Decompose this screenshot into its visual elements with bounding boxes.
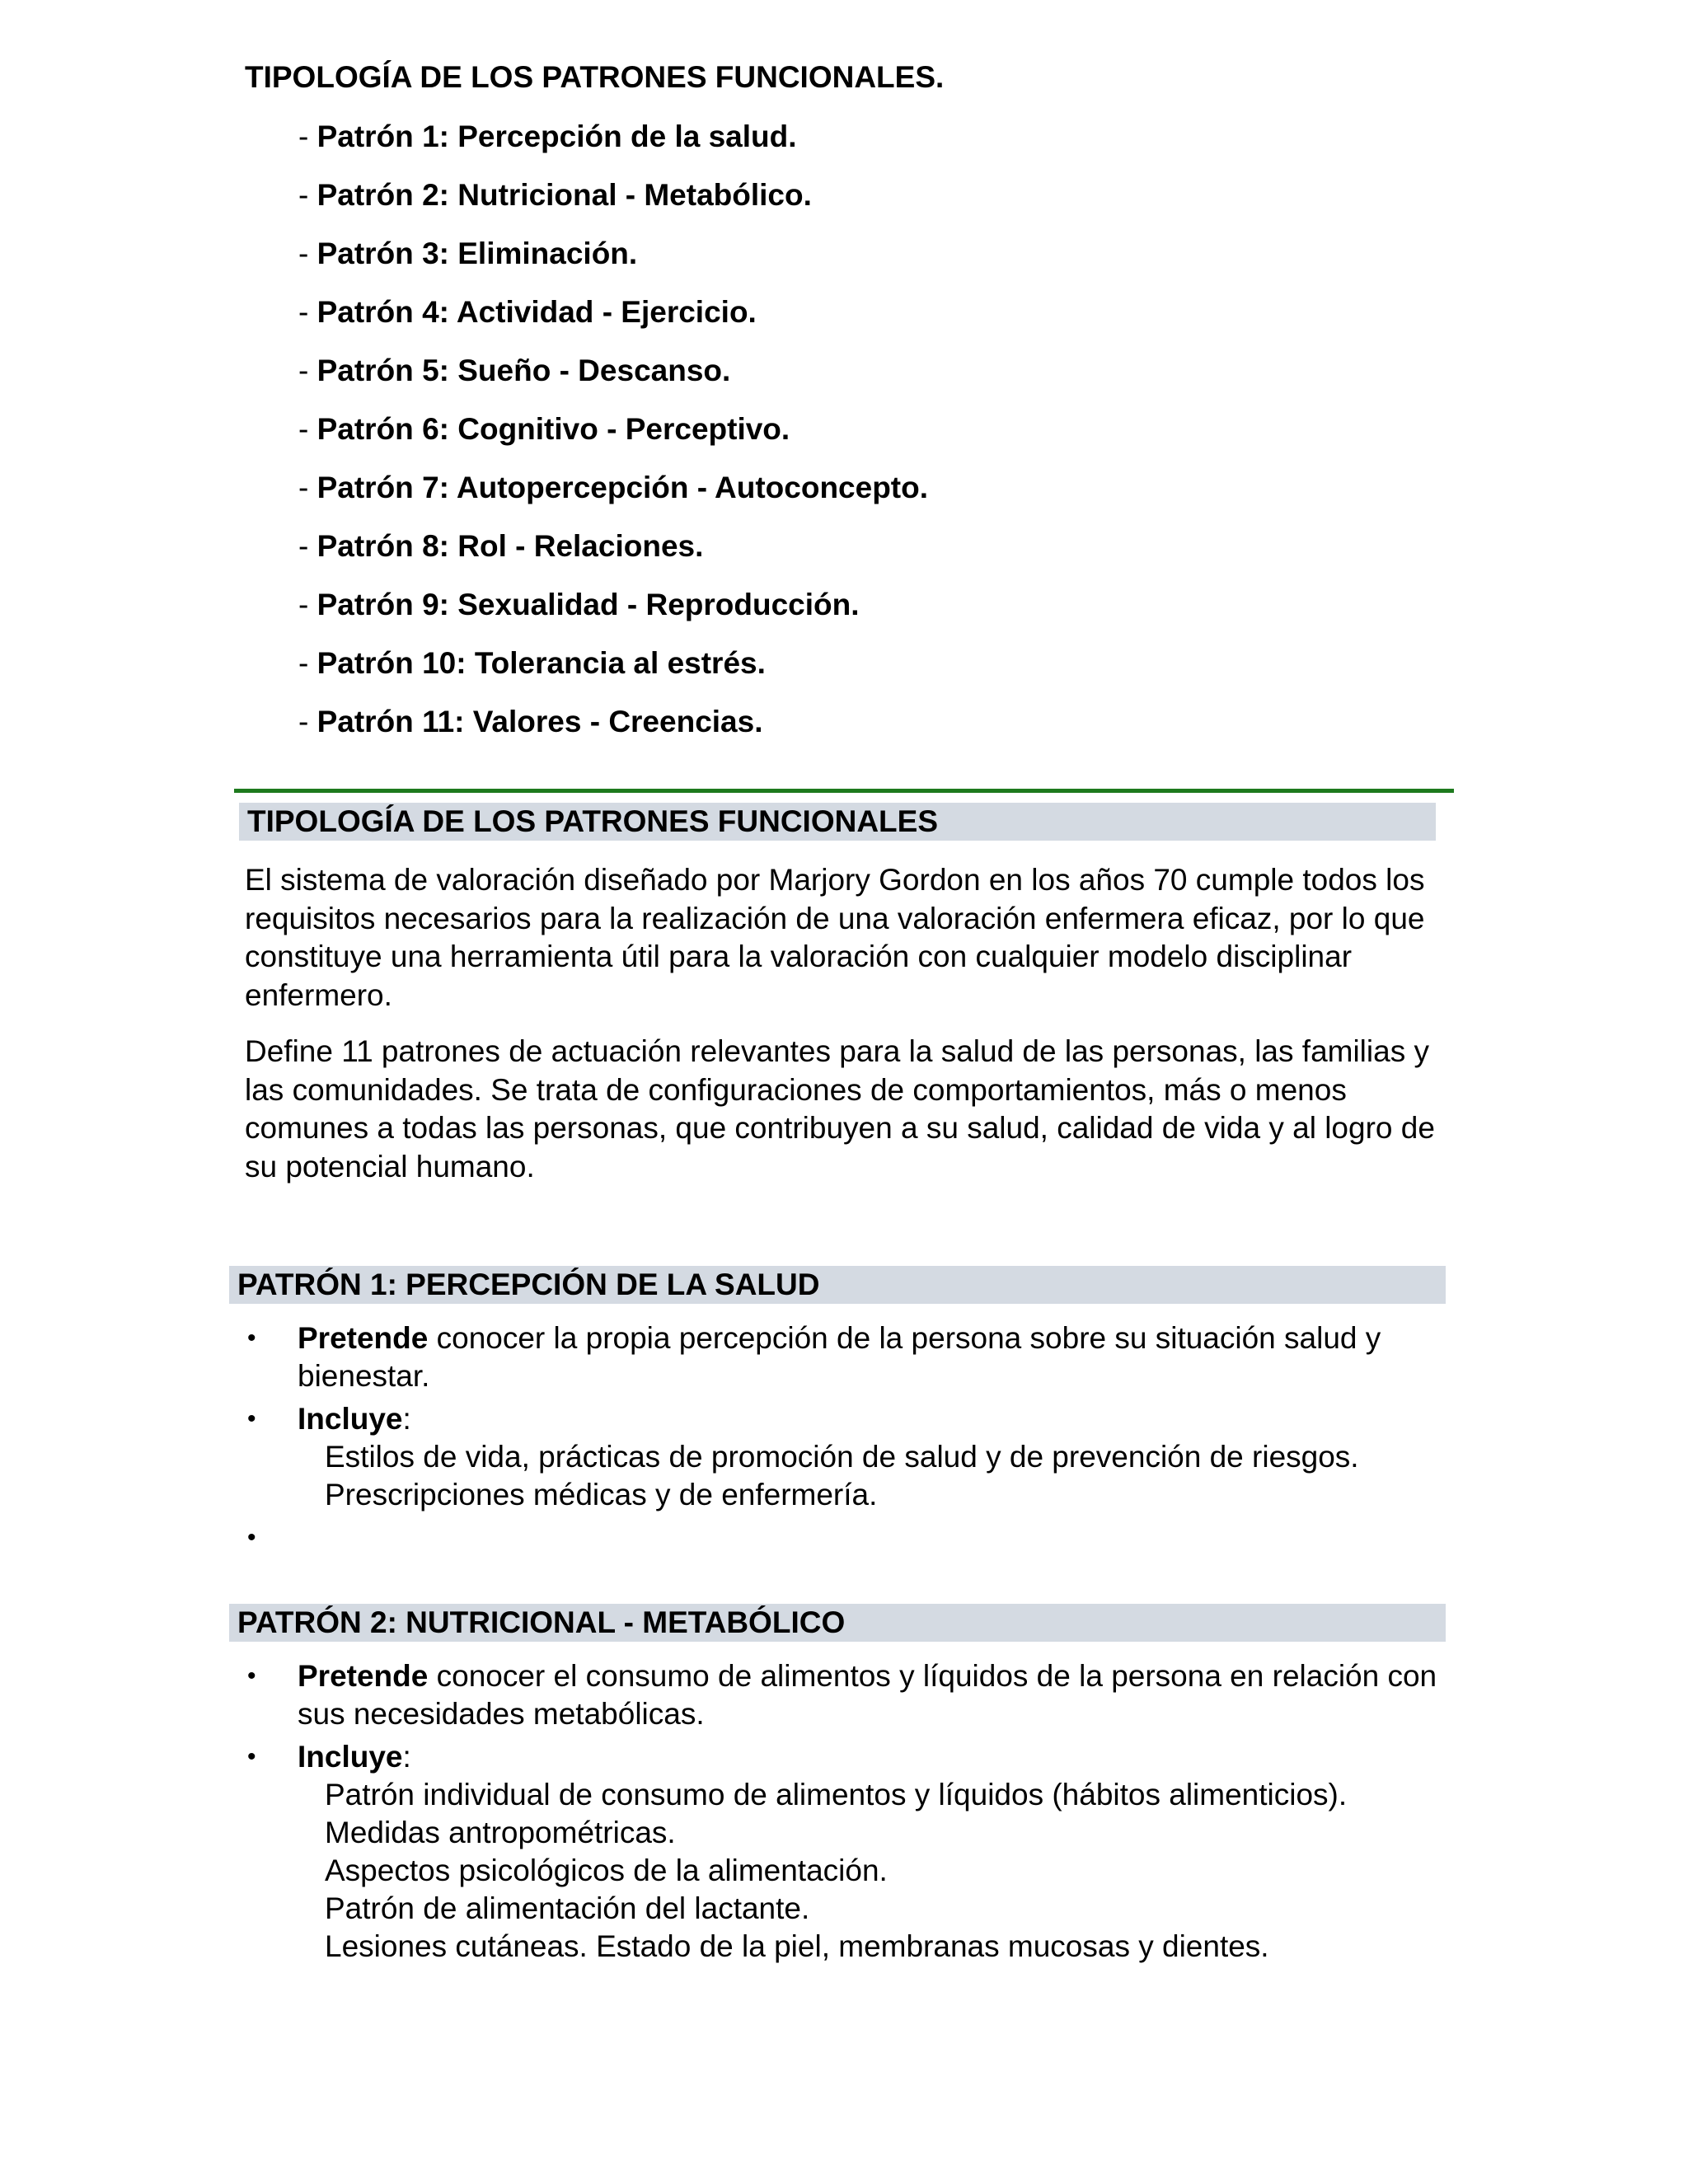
pretende-label: Pretende: [298, 1321, 429, 1355]
incluye-label: Incluye: [298, 1402, 403, 1436]
incluye-line: Aspectos psicológicos de la alimentación.: [325, 1854, 888, 1887]
pretende-text: conocer la propia percepción de la persona sobre su situación salud y bienestar.: [298, 1321, 1381, 1393]
top-section-title: TIPOLOGÍA DE LOS PATRONES FUNCIONALES.: [245, 60, 945, 94]
incluye-line: Lesiones cutáneas. Estado de la piel, membranas mucosas y dientes.: [325, 1929, 1269, 1963]
list-item: [246, 1657, 1457, 1733]
pattern-list-item: - Patrón 6: Cognitivo - Perceptivo.: [298, 412, 790, 446]
pattern-list-item: - Patrón 3: Eliminación.: [298, 237, 638, 270]
incluye-line: Patrón individual de consumo de alimentos y líquidos (hábitos alimenticios).: [325, 1778, 1348, 1811]
incluye-line: Medidas antropométricas.: [325, 1816, 676, 1849]
pattern-list-item: - Patrón 8: Rol - Relaciones.: [298, 529, 704, 563]
bullet-icon: •: [247, 1743, 256, 1770]
pattern-list-item: - Patrón 9: Sexualidad - Reproducción.: [298, 588, 860, 621]
pattern-list: [298, 115, 928, 759]
incluye-line: Prescripciones médicas y de enfermería.: [325, 1478, 878, 1511]
list-item: • Incluye: Estilos de vida, prácticas de promoción de salud y de prevención de riesgos. Prescripciones médicas y de enfermería.: [246, 1400, 1457, 1514]
list-item: • Incluye: Patrón individual de consumo de alimentos y líquidos (hábitos alimenticios). Medidas antropométricas. Aspectos psicológicos de la alimentación. Patrón de alimentación del lactante. Lesiones cutáneas. Estado de la piel, membranas mucosas y dientes.: [246, 1738, 1457, 1966]
incluye-line: Estilos de vida, prácticas de promoción de salud y de prevención de riesgos.: [325, 1440, 1359, 1474]
pattern-list-item: - Patrón 11: Valores - Creencias.: [298, 705, 763, 738]
bullet-icon: •: [247, 1524, 256, 1551]
incluye-label: Incluye: [298, 1740, 403, 1774]
pattern-1-heading: PATRÓN 1: PERCEPCIÓN DE LA SALUD: [229, 1266, 1446, 1304]
bullet-icon: •: [247, 1662, 256, 1690]
pattern-list-item: - Patrón 5: Sueño - Descanso.: [298, 354, 731, 387]
pretende-text: conocer el consumo de alimentos y líquidos de la persona en relación con sus necesidades metabólicas.: [298, 1659, 1437, 1731]
section-divider: [234, 789, 1454, 793]
list-item: [246, 1319, 1457, 1395]
pattern-2-bullets: [246, 1657, 1457, 1971]
pattern-1-bullets: [246, 1319, 1457, 1562]
pattern-list-item: - Patrón 2: Nutricional - Metabólico.: [298, 178, 812, 212]
pattern-list-item: - Patrón 4: Actividad - Ejercicio.: [298, 295, 757, 329]
incluye-line: Patrón de alimentación del lactante.: [325, 1891, 810, 1925]
bullet-icon: •: [247, 1405, 256, 1432]
pattern-list-item: - Patrón 10: Tolerancia al estrés.: [298, 646, 766, 680]
list-item: [246, 1519, 1457, 1557]
pattern-2-heading: PATRÓN 2: NUTRICIONAL - METABÓLICO: [229, 1604, 1446, 1642]
intro-paragraph-1: El sistema de valoración diseñado por Marjory Gordon en los años 70 cumple todos los requisitos necesarios para la realización de una valoración enfermera eficaz, por lo que constituye una herramienta útil para la valoración con cualquier modelo disciplinar enfermero.: [245, 863, 1425, 1012]
pretende-label: Pretende: [298, 1659, 429, 1693]
intro-section-heading: TIPOLOGÍA DE LOS PATRONES FUNCIONALES: [239, 803, 1436, 841]
pattern-list-item: - Patrón 7: Autopercepción - Autoconcepto.: [298, 471, 929, 504]
intro-paragraph-2: Define 11 patrones de actuación relevantes para la salud de las personas, las familias y las comunidades. Se trata de configuraciones de comportamientos, más o menos comunes a todas las personas, que contribuyen a su salud, calidad de vida y al logro de su potencial humano.: [245, 1034, 1435, 1183]
bullet-icon: •: [247, 1324, 256, 1352]
pattern-list-item: - Patrón 1: Percepción de la salud.: [298, 120, 797, 153]
